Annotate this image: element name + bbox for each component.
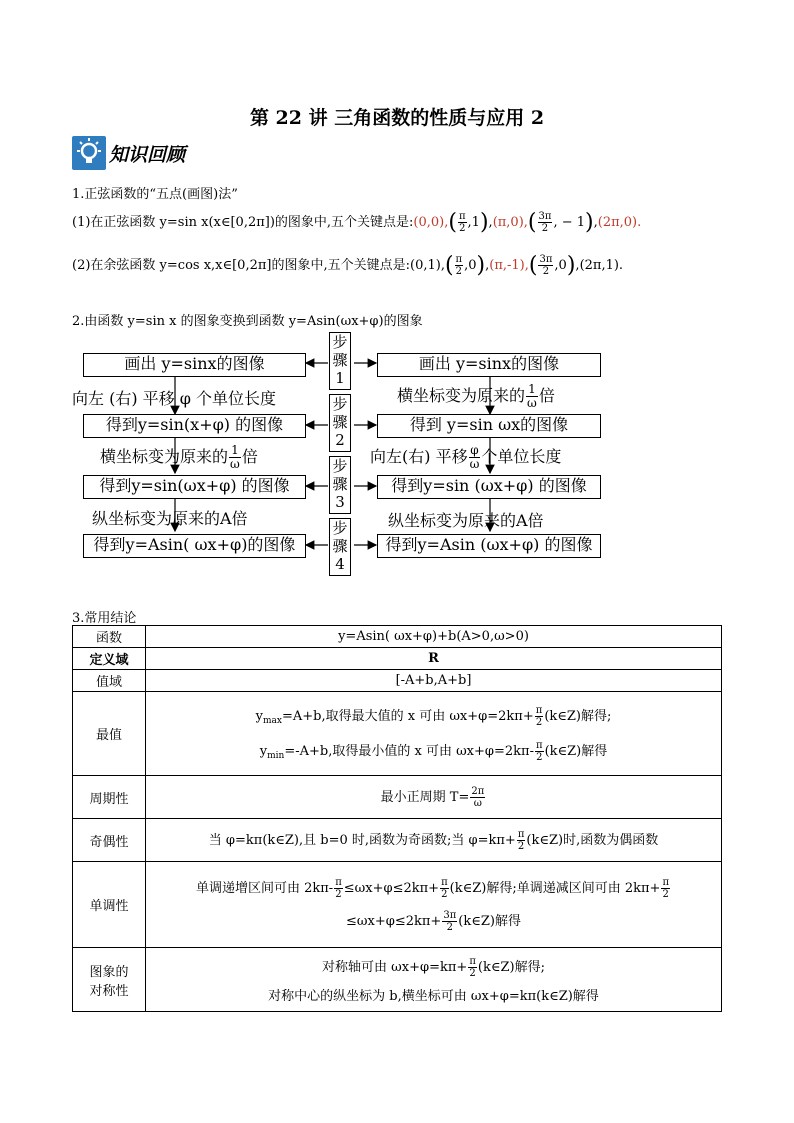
right-box-3: 得到y=sin (ωx+φ) 的图像 bbox=[377, 475, 601, 499]
sin-point-1: (0,0), bbox=[413, 215, 449, 230]
cos-prefix: (2)在余弦函数 y=cos x,x∈[0,2π]的图象中,五个关键点是: bbox=[72, 258, 410, 273]
conclusion-table bbox=[72, 625, 722, 1012]
cos-point-3: (π,-1), bbox=[489, 258, 529, 273]
left-label-1: 向左 (右) 平移 φ 个单位长度 bbox=[72, 389, 277, 408]
left-box-3: 得到y=sin(ωx+φ) 的图像 bbox=[83, 475, 306, 499]
sin-keypoints: (1)在正弦函数 y=sin x(x∈[0,2π])的图象中,五个关键点是:(0,0),( $\frac{\pi}{2}$ ,1),(π,0),( $\frac{3\pi}{2}$ , − 1),(2π,0). bbox=[72, 210, 642, 235]
left-box-1: 画出 y=sinx的图像 bbox=[83, 353, 306, 377]
row-head: 最值 bbox=[73, 692, 146, 776]
table-row bbox=[73, 862, 722, 948]
left-label-3: 纵坐标变为原来的A倍 bbox=[92, 509, 248, 528]
right-box-1: 画出 y=sinx的图像 bbox=[377, 353, 601, 377]
row-value: 对称轴可由 ωx+φ=kπ+ $\frac{\pi}{2}$ (k∈Z)解得; 对称中心的纵坐标为 b,横坐标可由 ωx+φ=kπ(k∈Z)解得 bbox=[146, 948, 722, 1012]
table-row bbox=[73, 948, 722, 1012]
cos-keypoints: (2)在余弦函数 y=cos x,x∈[0,2π]的图象中,五个关键点是:(0,1),( $\frac{\pi}{2}$ ,0),(π,-1),( $\frac{3\pi}{2}$ ,0),(2π,1). bbox=[72, 253, 624, 278]
table-row bbox=[73, 776, 722, 819]
table-row bbox=[73, 648, 722, 670]
row-head: 图象的 对称性 bbox=[73, 948, 146, 1012]
s1-heading: 1.正弦函数的“五点(画图)法” bbox=[72, 187, 238, 202]
row-value: $y_{max}=A+b$,取得最大值的 x 可由 ωx+φ=2kπ+ $\frac{\pi}{2}$ (k∈Z)解得; $y_{min}=-A+b$,取得最小值的 x 可由 ωx+φ=2kπ- $\frac{\pi}{2}$ (k∈Z)解得 bbox=[146, 692, 722, 776]
row-head: 周期性 bbox=[73, 776, 146, 819]
step-4: 步 骤 4 bbox=[329, 518, 351, 576]
table-row bbox=[73, 626, 722, 648]
sin-prefix: (1)在正弦函数 y=sin x(x∈[0,2π])的图象中,五个关键点是: bbox=[72, 215, 414, 230]
sin-frac-1: $\frac{\pi}{2}$ bbox=[458, 211, 466, 234]
left-label-2: 横坐标变为原来的 $\frac{1}{\omega}$ 倍 bbox=[100, 443, 258, 471]
row-value: R bbox=[146, 648, 722, 670]
row-value: y=Asin( ωx+φ)+b(A>0,ω>0) bbox=[146, 626, 722, 648]
right-label-2: 向左(右) 平移 $\frac{\varphi}{\omega}$ 个单位长度 bbox=[370, 443, 562, 471]
table-row bbox=[73, 670, 722, 692]
row-value: 最小正周期 T= $\frac{2\pi}{\omega}$ bbox=[146, 776, 722, 819]
row-value: 当 φ=kπ(k∈Z),且 b=0 时,函数为奇函数;当 φ=kπ+ $\frac{\pi}{2}$ (k∈Z)时,函数为偶函数 bbox=[146, 819, 722, 862]
table-row bbox=[73, 692, 722, 776]
lightbulb-icon bbox=[72, 136, 106, 170]
table-row bbox=[73, 819, 722, 862]
cos-frac-1: $\frac{\pi}{2}$ bbox=[455, 254, 463, 277]
page-title: 第 22 讲 三角函数的性质与应用 2 bbox=[249, 107, 545, 129]
sin-frac-2: $\frac{3\pi}{2}$ bbox=[538, 211, 552, 234]
right-label-3: 纵坐标变为原来的A倍 bbox=[388, 511, 544, 530]
s3-heading: 3.常用结论 bbox=[72, 611, 137, 626]
right-box-2: 得到 y=sin ωx的图像 bbox=[377, 414, 601, 438]
row-value: 单调递增区间可由 2kπ- $\frac{\pi}{2}$ ≤ωx+φ≤2kπ+ $\frac{\pi}{2}$ (k∈Z)解得;单调递减区间可由 2kπ+ $\frac{\pi}{2}$ ≤ωx+φ≤2kπ+ $\frac{3\pi}{2}$ (k∈Z)解得 bbox=[146, 862, 722, 948]
right-box-4: 得到y=Asin (ωx+φ) 的图像 bbox=[377, 534, 601, 558]
row-value: [-A+b,A+b] bbox=[146, 670, 722, 692]
s2-heading: 2.由函数 y=sin x 的图象变换到函数 y=Asin(ωx+φ)的图象 bbox=[72, 314, 423, 329]
section-header: 知识回顾 bbox=[109, 144, 186, 166]
sin-point-5: (2π,0). bbox=[597, 215, 642, 230]
step-2: 步 骤 2 bbox=[329, 394, 351, 452]
row-head: 值域 bbox=[73, 670, 146, 692]
row-head: 单调性 bbox=[73, 862, 146, 948]
row-head: 定义域 bbox=[73, 648, 146, 670]
row-head: 函数 bbox=[73, 626, 146, 648]
step-1: 步 骤 1 bbox=[329, 332, 351, 390]
cos-frac-2: $\frac{3\pi}{2}$ bbox=[539, 254, 553, 277]
sin-point-3: (π,0), bbox=[492, 215, 528, 230]
left-box-4: 得到y=Asin( ωx+φ)的图像 bbox=[83, 534, 306, 558]
step-3: 步 骤 3 bbox=[329, 456, 351, 514]
row-head: 奇偶性 bbox=[73, 819, 146, 862]
left-box-2: 得到y=sin(x+φ) 的图像 bbox=[83, 414, 306, 438]
right-label-1: 横坐标变为原来的 $\frac{1}{\omega}$ 倍 bbox=[397, 382, 555, 410]
